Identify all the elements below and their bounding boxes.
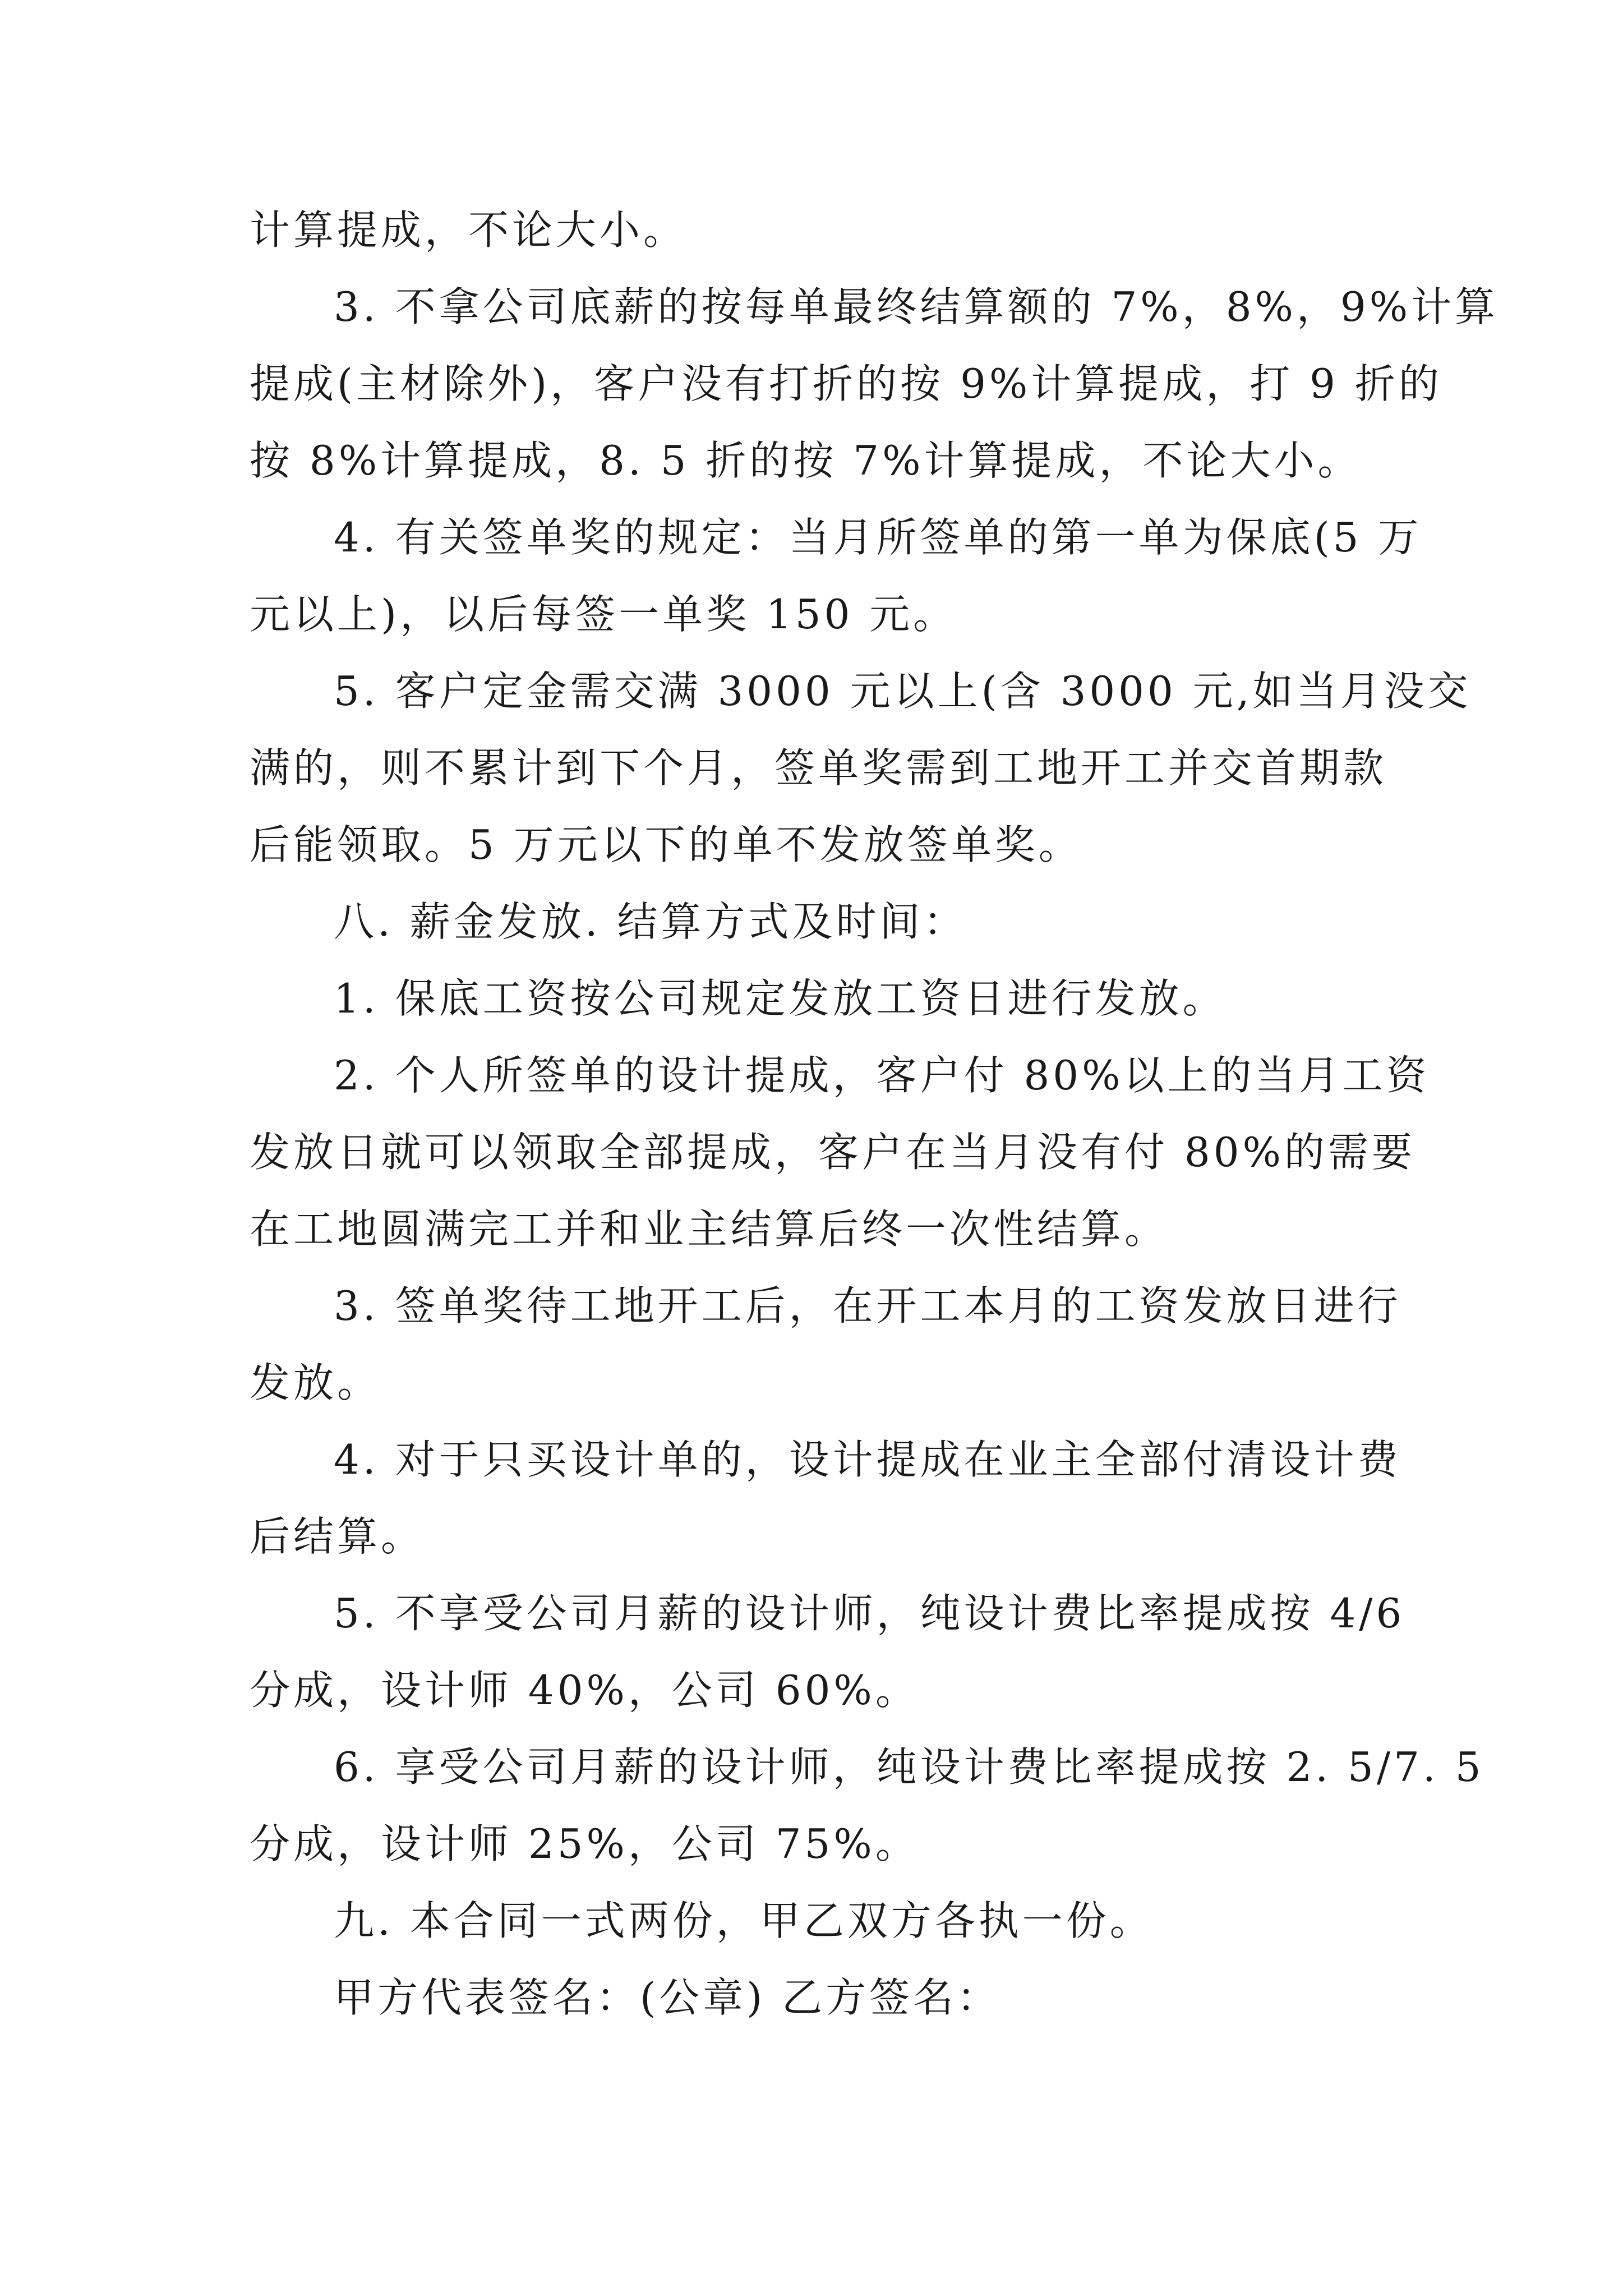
text-line-7: 5. 客户定金需交满 3000 元以上(含 3000 元,如当月没交 [334, 668, 1472, 715]
text-line-8: 满的，则不累计到下个月，签单奖需到工地开工并交首期款 [250, 744, 1387, 792]
section-heading-8: 八. 薪金发放. 结算方式及时间： [334, 898, 967, 945]
signature-line: 甲方代表签名：(公章) 乙方签名： [334, 1974, 1001, 2021]
section-heading-9: 九. 本合同一式两份，甲乙双方各执一份。 [334, 1897, 1154, 1944]
text-line-4: 按 8%计算提成，8. 5 折的按 7%计算提成，不论大小。 [250, 437, 1362, 484]
text-line-16: 发放。 [250, 1359, 381, 1406]
text-line-15: 3. 签单奖待工地开工后，在开工本月的工资发放日进行 [334, 1282, 1401, 1329]
text-line-22: 分成，设计师 25%，公司 75%。 [250, 1820, 919, 1867]
text-line-21: 6. 享受公司月薪的设计师，纯设计费比率提成按 2. 5/7. 5 [334, 1743, 1484, 1791]
text-line-2: 3. 不拿公司底薪的按每单最终结算额的 7%，8%，9%计算 [334, 283, 1499, 330]
text-line-12: 2. 个人所签单的设计提成，客户付 80%以上的当月工资 [334, 1052, 1430, 1099]
text-line-17: 4. 对于只买设计单的，设计提成在业主全部付清设计费 [334, 1436, 1401, 1483]
text-line-9: 后能领取。5 万元以下的单不发放签单奖。 [250, 821, 1082, 868]
text-line-19: 5. 不享受公司月薪的设计师，纯设计费比率提成按 4/6 [334, 1590, 1405, 1637]
text-line-6: 元以上)，以后每签一单奖 150 元。 [250, 591, 957, 638]
text-line-20: 分成，设计师 40%，公司 60%。 [250, 1667, 919, 1714]
text-line-13: 发放日就可以领取全部提成，客户在当月没有付 80%的需要 [250, 1129, 1415, 1176]
text-line-11: 1. 保底工资按公司规定发放工资日进行发放。 [334, 975, 1227, 1022]
text-line-3: 提成(主材除外)，客户没有打折的按 9%计算提成，打 9 折的 [250, 360, 1442, 407]
text-line-1: 计算提成，不论大小。 [250, 206, 688, 254]
text-line-18: 后结算。 [250, 1513, 425, 1560]
text-line-14: 在工地圆满完工并和业主结算后终一次性结算。 [250, 1205, 1169, 1253]
text-line-5: 4. 有关签单奖的规定：当月所签单的第一单为保底(5 万 [334, 514, 1422, 561]
